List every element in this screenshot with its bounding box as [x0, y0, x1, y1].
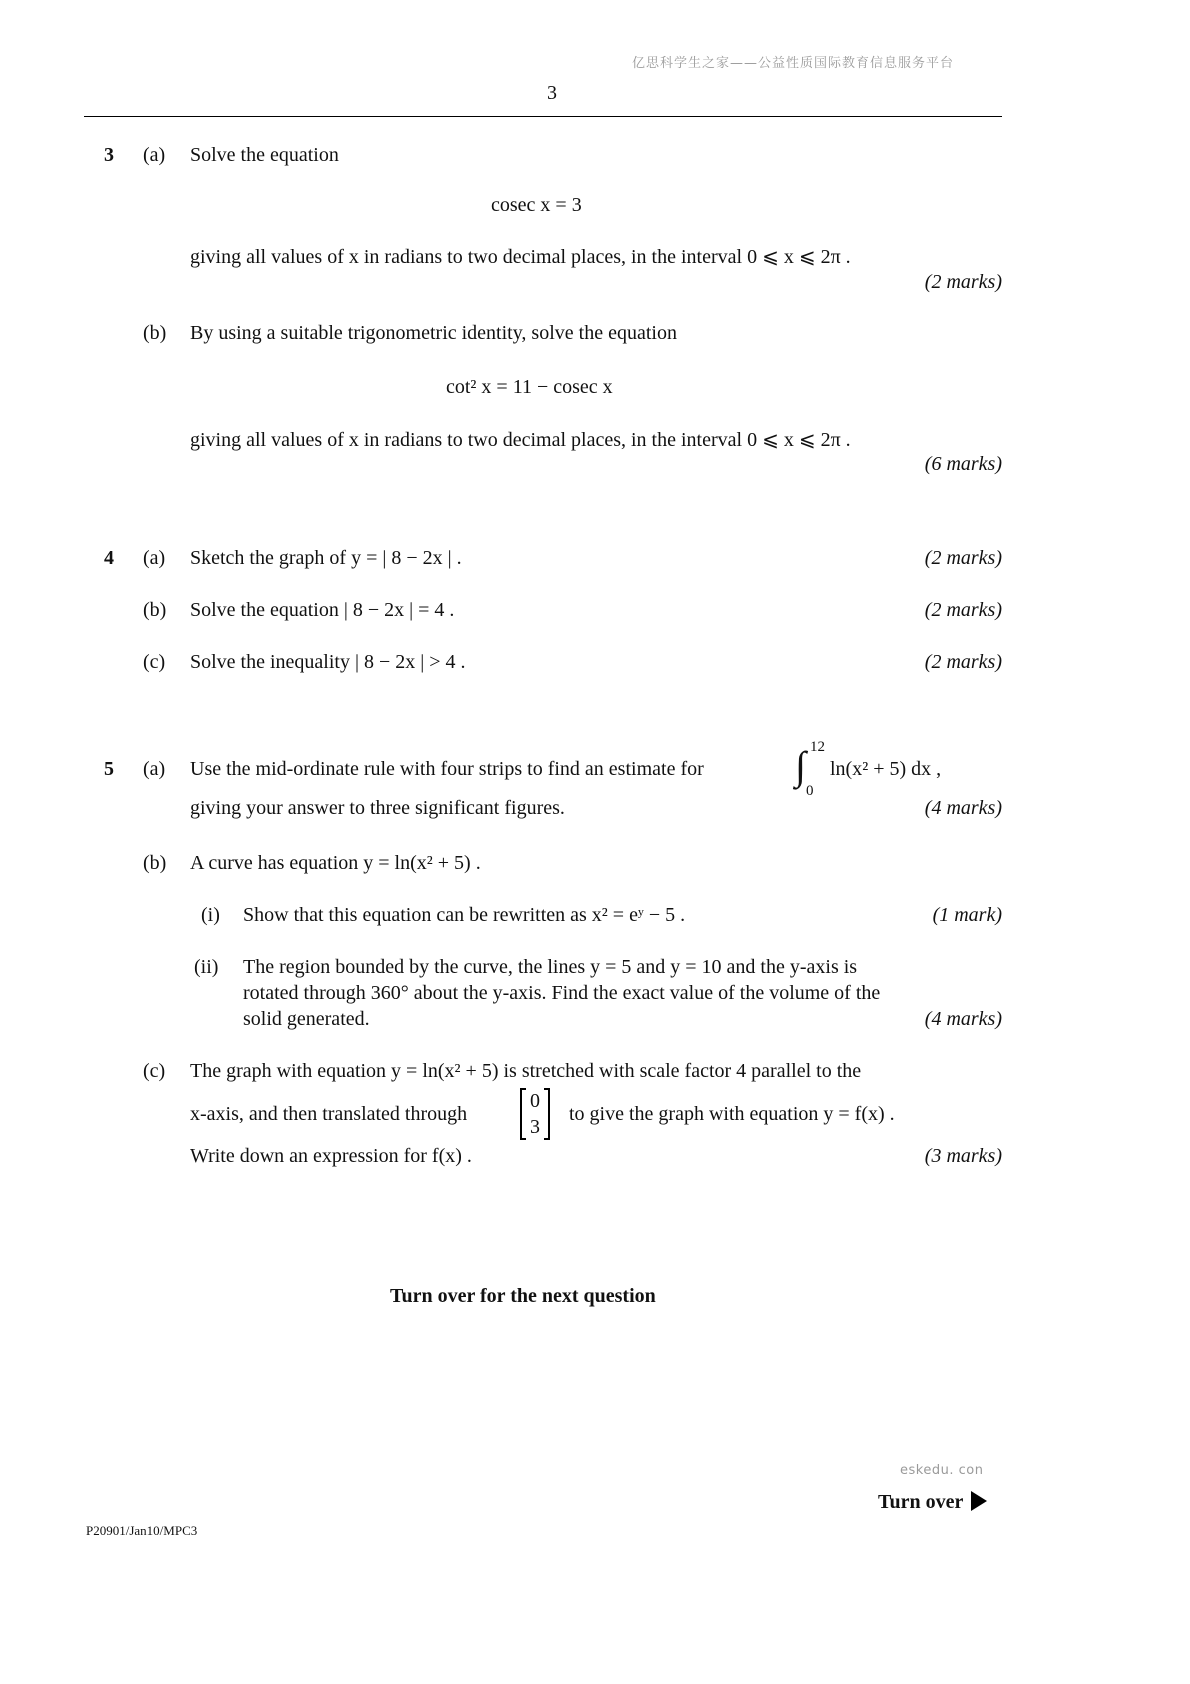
- q5bi-text: Show that this equation can be rewritten as x² = eʸ − 5 .: [243, 904, 686, 926]
- question-3-number: 3: [104, 144, 114, 166]
- q4c-label: (c): [143, 651, 166, 673]
- q5a-text: Use the mid-ordinate rule with four strips to find an estimate for: [190, 758, 704, 780]
- q3b-giving: giving all values of x in radians to two decimal places, in the interval 0 ⩽ x ⩽ 2π .: [190, 429, 851, 451]
- q5c-marks: (3 marks): [924, 1145, 1002, 1167]
- q5c-line1: The graph with equation y = ln(x² + 5) is stretched with scale factor 4 parallel to the: [190, 1060, 862, 1082]
- vector-bottom: 3: [530, 1116, 540, 1138]
- q3a-equation: cosec x = 3: [491, 194, 582, 216]
- q5bii-line2: rotated through 360° about the y-axis. Find the exact value of the volume of the: [243, 982, 881, 1004]
- q3a-intro: Solve the equation: [190, 144, 339, 166]
- q5a-integrand: ln(x² + 5) dx ,: [830, 758, 942, 780]
- q5bi-marks: (1 mark): [932, 904, 1002, 926]
- turn-over-next-question: Turn over for the next question: [390, 1285, 656, 1307]
- q4c-marks: (2 marks): [924, 651, 1002, 673]
- q4a-label: (a): [143, 547, 166, 569]
- q3b-equation: cot² x = 11 − cosec x: [446, 376, 613, 398]
- page-number: 3: [547, 82, 557, 104]
- q5b-text: A curve has equation y = ln(x² + 5) .: [190, 852, 481, 874]
- q5bii-line1: The region bounded by the curve, the lines y = 5 and y = 10 and the y-axis is: [243, 956, 858, 978]
- q3b-label: (b): [143, 322, 167, 344]
- turn-over: [878, 1491, 987, 1514]
- q3a-giving: giving all values of x in radians to two decimal places, in the interval 0 ⩽ x ⩽ 2π .: [190, 246, 851, 268]
- q4b-label: (b): [143, 599, 167, 621]
- q4b-text: Solve the equation | 8 − 2x | = 4 .: [190, 599, 455, 621]
- q3a-label: (a): [143, 144, 166, 166]
- q5a-text2: giving your answer to three significant figures.: [190, 797, 565, 819]
- q4b-marks: (2 marks): [924, 599, 1002, 621]
- q5b-label: (b): [143, 852, 167, 874]
- q4a-marks: (2 marks): [924, 547, 1002, 569]
- vector-top: 0: [530, 1090, 540, 1112]
- q5bii-line3: solid generated.: [243, 1008, 370, 1030]
- q5c-line2-pre: x-axis, and then translated through: [190, 1103, 468, 1125]
- watermark-top: 亿思科学生之家——公益性质国际教育信息服务平台: [632, 56, 955, 71]
- q3b-marks: (6 marks): [924, 453, 1002, 475]
- integral-lower-limit: 0: [806, 783, 814, 799]
- integral-upper-limit: 12: [810, 739, 825, 755]
- translation-vector: [520, 1088, 550, 1140]
- paper-code: P20901/Jan10/MPC3: [86, 1523, 198, 1538]
- q5c-line3: Write down an expression for f(x) .: [190, 1145, 472, 1167]
- q5bi-label: (i): [201, 904, 220, 926]
- q5c-line2-post: to give the graph with equation y = f(x) .: [569, 1103, 895, 1125]
- q5a-label: (a): [143, 758, 166, 780]
- q4a-text: Sketch the graph of y = | 8 − 2x | .: [190, 547, 462, 569]
- q4c-text: Solve the inequality | 8 − 2x | > 4 .: [190, 651, 466, 673]
- q3b-intro: By using a suitable trigonometric identity, solve the equation: [190, 322, 677, 344]
- header-rule: [84, 116, 1002, 117]
- q5bii-label: (ii): [194, 956, 219, 978]
- q5bii-marks: (4 marks): [924, 1008, 1002, 1030]
- q3a-marks: (2 marks): [924, 271, 1002, 293]
- q5a-marks: (4 marks): [924, 797, 1002, 819]
- question-5-number: 5: [104, 758, 114, 780]
- turn-over-label: Turn over: [878, 1491, 964, 1513]
- watermark-bottom: eskedu. con: [900, 1463, 984, 1478]
- question-4-number: 4: [104, 547, 114, 569]
- q5c-label: (c): [143, 1060, 166, 1082]
- arrow-right-icon: [971, 1491, 987, 1511]
- integral-sign: ∫: [795, 743, 806, 788]
